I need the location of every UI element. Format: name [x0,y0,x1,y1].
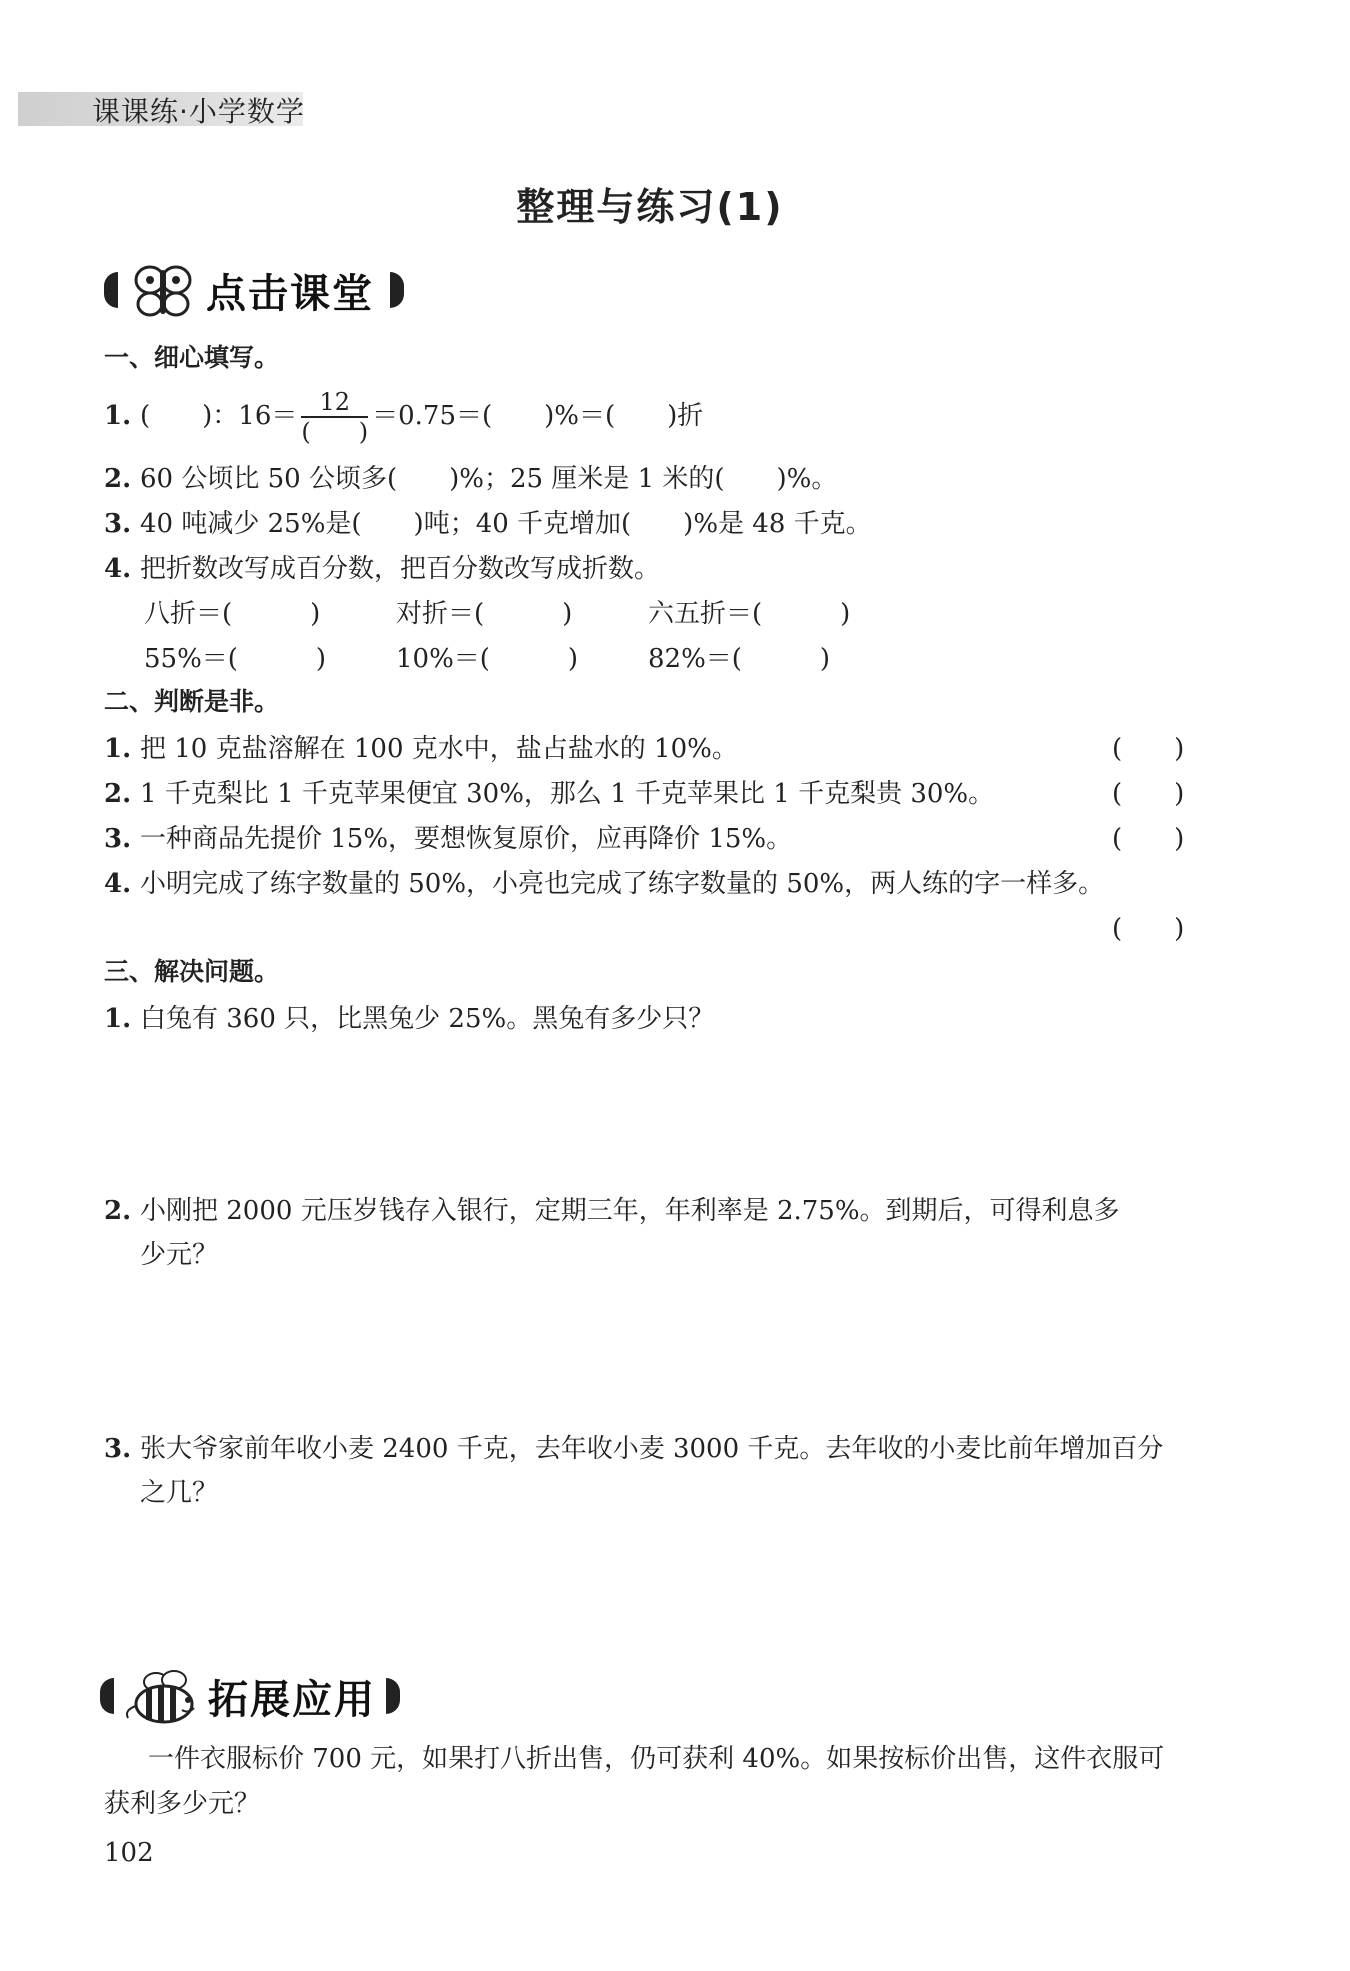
s1-q4-row2-b: 10%＝( ) [396,644,579,674]
banner1-label: 点击课堂 [206,271,374,317]
s2-answer-1[interactable]: ( ) [1112,734,1185,764]
s2-item-4 [104,863,1104,900]
s1-q4-text: 把折数改写成百分数，把百分数改写成折数。 [140,554,661,584]
banner-cap-left [100,1678,114,1714]
s2-answer-4[interactable]: ( ) [1112,914,1185,944]
s3-item-1-line1: 白兔有 360 只，比黑兔少 25%。黑兔有多少只？ [140,1004,715,1034]
banner-click-classroom [104,262,404,318]
s3-item-3-num: 3. [104,1434,132,1464]
banner-cap-right [386,1678,400,1714]
s1-q1-fraction [301,388,368,446]
s3-item-2-line2: 少元？ [140,1240,219,1270]
banner-cap-left [104,272,118,308]
banner-extension [100,1668,400,1724]
s3-item-3-line1: 张大爷家前年收小麦 2400 千克，去年收小麦 3000 千克。去年收的小麦比前年增加百分 [140,1434,1164,1464]
s2-item-2 [104,773,994,810]
s1-q4 [104,548,660,585]
s1-q2-num: 2. [104,464,132,494]
book-title: 课课练·小学数学 [92,95,305,128]
s1-q1-num: 1. [104,401,132,431]
s3-item-2-num: 2. [104,1196,132,1226]
s2-item-1-num: 1. [104,734,132,764]
s2-answer-3[interactable]: ( ) [1112,824,1185,854]
s3-item-2 [104,1190,1120,1227]
s1-q1 [104,388,703,446]
s1-q4-row2-c: 82%＝( ) [648,644,831,674]
section3-heading: 三、解决问题。 [104,957,280,986]
s2-item-2-text: 1 千克梨比 1 千克苹果便宜 30%，那么 1 千克苹果比 1 千克梨贵 30%。 [140,779,995,809]
s2-item-3-num: 3. [104,824,132,854]
s1-q4-row1-b: 对折＝( ) [396,599,573,629]
s3-item-3 [104,1428,1163,1465]
s1-q4-num: 4. [104,554,132,584]
s2-item-3 [104,818,792,855]
s2-item-3-text: 一种商品先提价 15%，要想恢复原价，应再降价 15%。 [140,824,793,854]
banner2-label: 拓展应用 [208,1677,376,1723]
s1-q4-row2-a: 55%＝( ) [144,644,327,674]
s1-q2 [104,458,837,495]
page-number: 102 [104,1838,154,1868]
s2-item-2-num: 2. [104,779,132,809]
s1-q3 [104,503,872,540]
s2-item-4-text: 小明完成了练字数量的 50%，小亮也完成了练字数量的 50%，两人练的字一样多。 [140,869,1105,899]
page-title: 整理与练习(1) [516,185,784,229]
s2-item-4-num: 4. [104,869,132,899]
s3-item-1-num: 1. [104,1004,132,1034]
s1-q4-row1-a: 八折＝( ) [144,599,321,629]
s1-q1-after: ＝0.75＝( )%＝( )折 [372,401,704,431]
bee-icon [116,1668,212,1726]
s1-q3-num: 3. [104,509,132,539]
fraction-numerator: 12 [301,388,368,418]
s3-item-2-line1: 小刚把 2000 元压岁钱存入银行，定期三年，年利率是 2.75%。到期后，可得利息多 [140,1196,1120,1226]
extension-line2: 获利多少元？ [104,1789,261,1819]
s2-item-1-text: 把 10 克盐溶解在 100 克水中，盐占盐水的 10%。 [140,734,738,764]
s3-item-1 [104,998,714,1035]
butterfly-icon [128,262,198,320]
banner-cap-right [390,272,404,308]
fraction-denominator: ( ) [301,418,369,446]
s2-answer-2[interactable]: ( ) [1112,779,1185,809]
section1-heading: 一、细心填写。 [104,343,280,372]
s1-q4-row1-c: 六五折＝( ) [648,599,851,629]
s1-q1-before: ( )：16＝ [140,401,298,431]
section2-heading: 二、判断是非。 [104,687,280,716]
s1-q2-text: 60 公顷比 50 公顷多( )%；25 厘米是 1 米的( )%。 [140,464,838,494]
s3-item-3-line2: 之几？ [140,1478,219,1508]
extension-line1: 一件衣服标价 700 元，如果打八折出售，仍可获利 40%。如果按标价出售，这件衣服可 [148,1744,1165,1774]
s1-q3-text: 40 吨减少 25%是( )吨；40 千克增加( )%是 48 千克。 [140,509,872,539]
s2-item-1 [104,728,738,765]
